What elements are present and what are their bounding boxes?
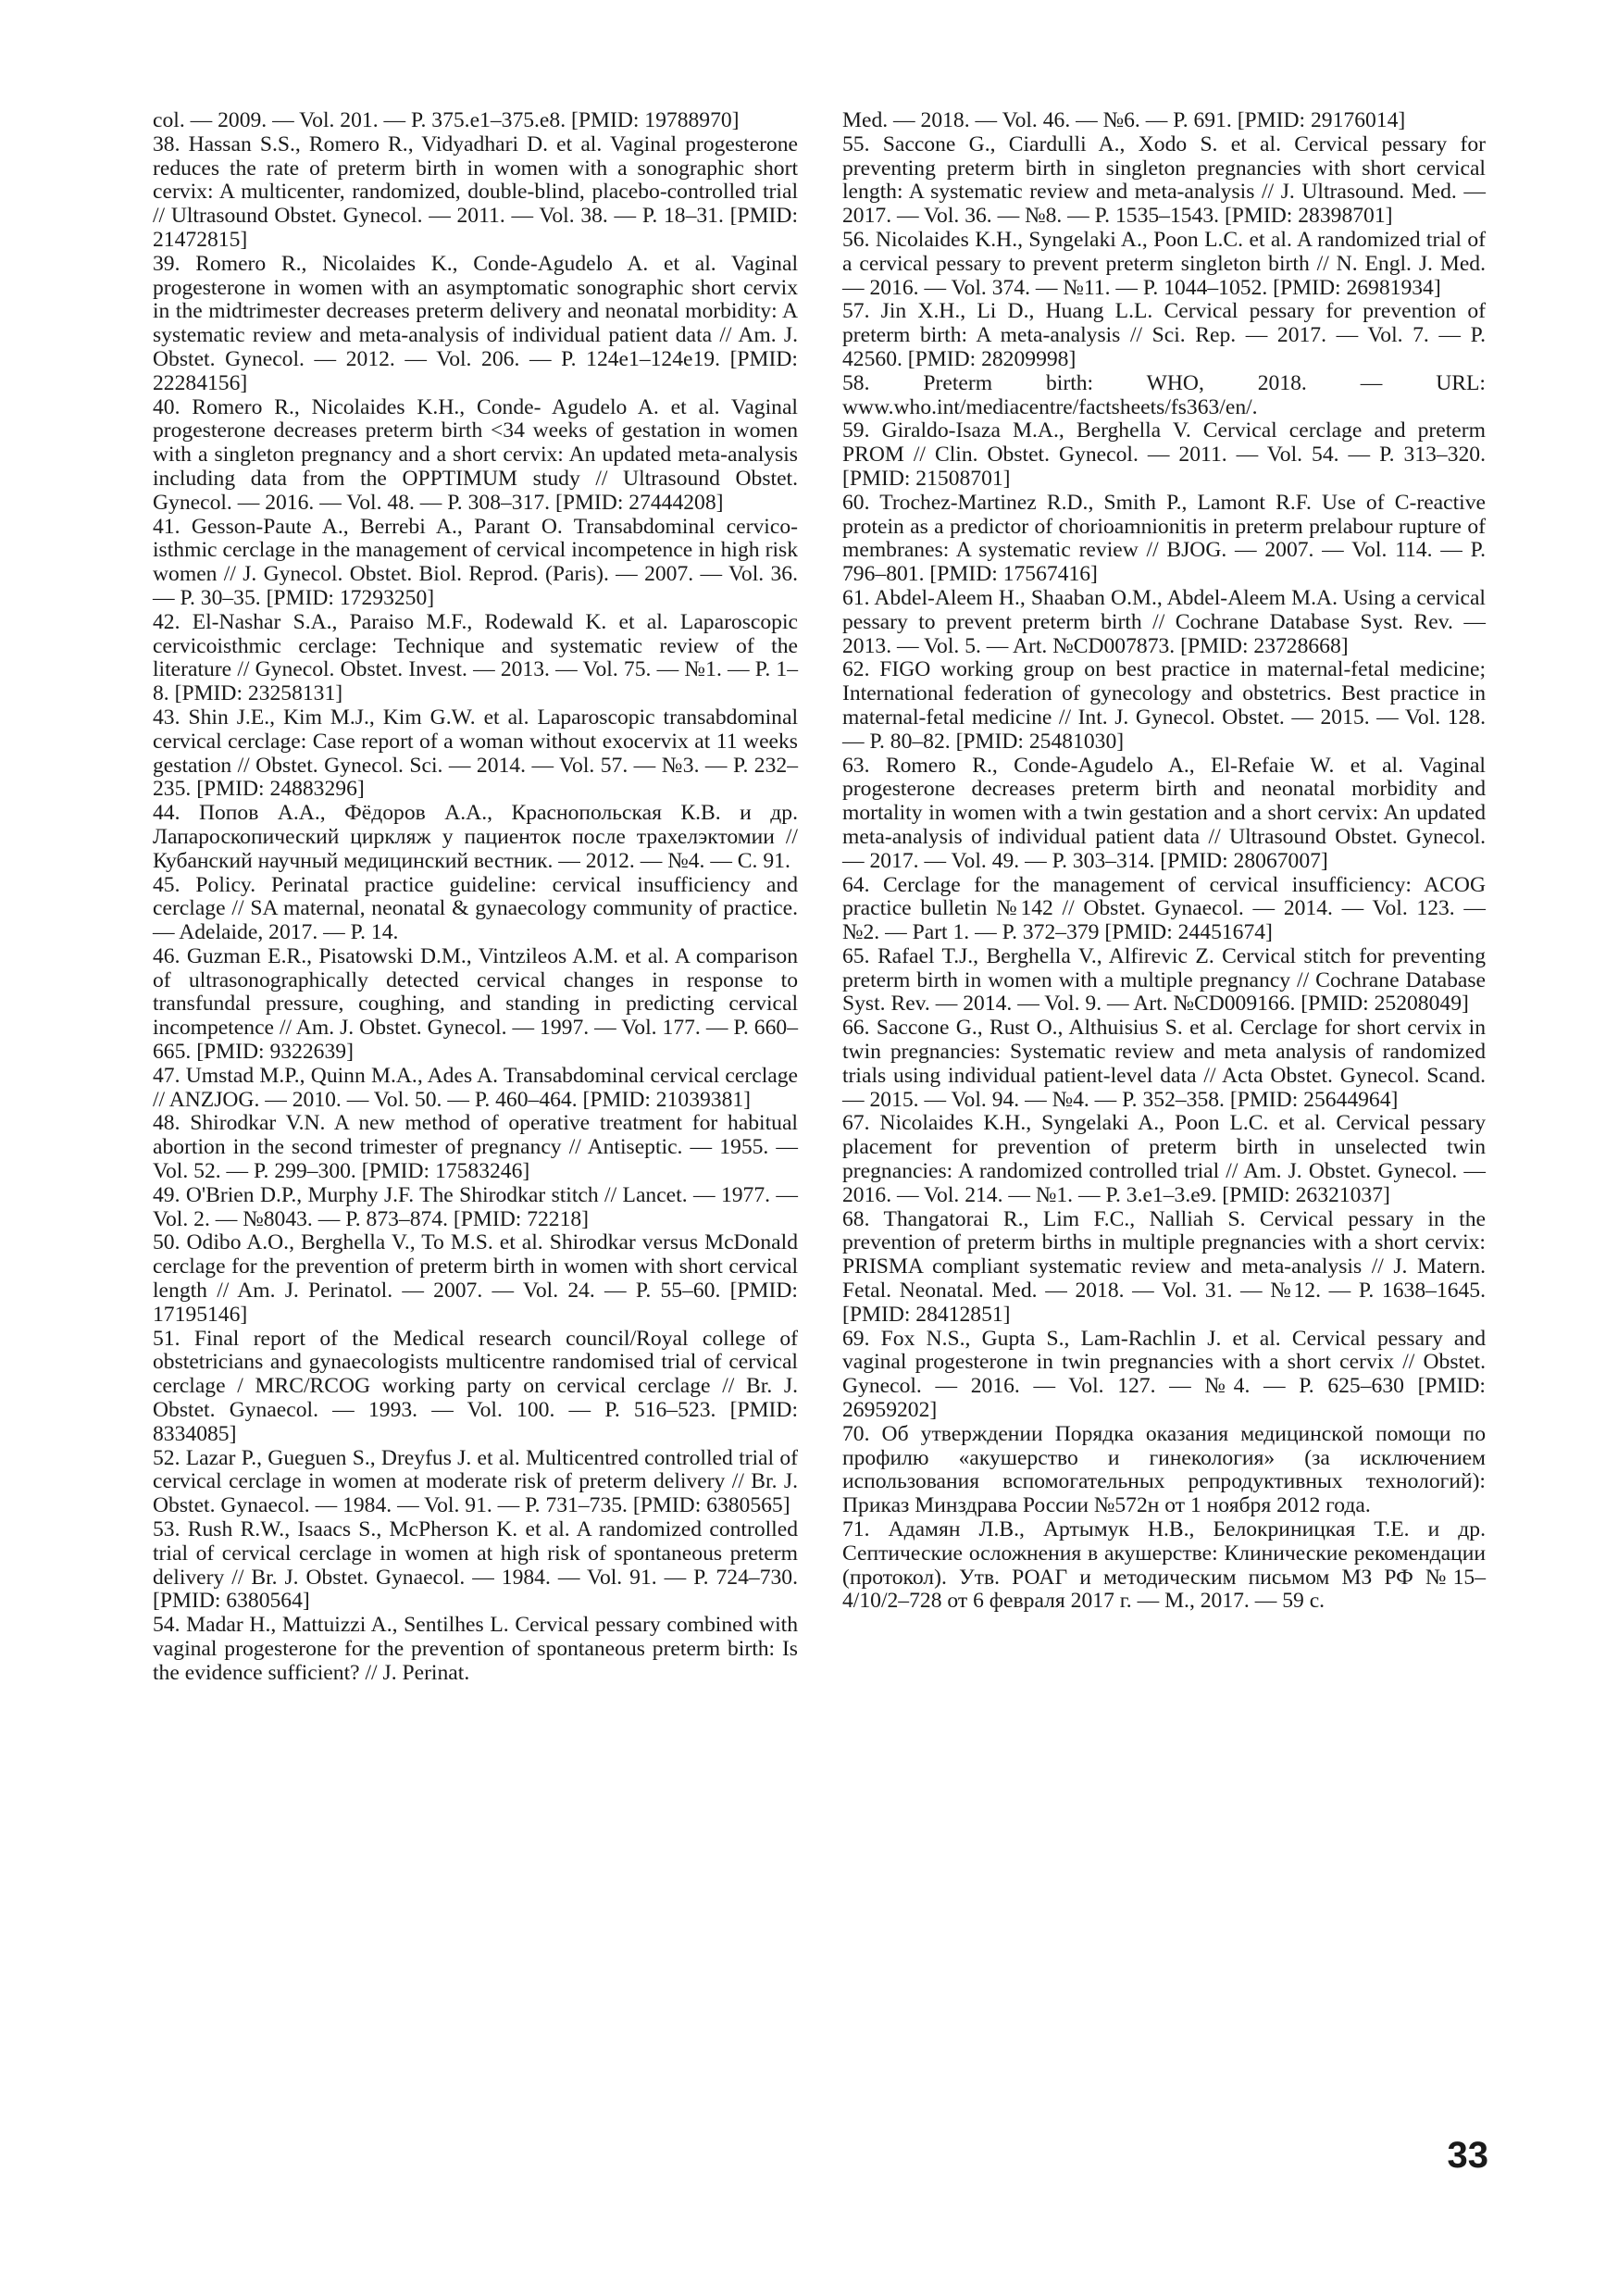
reference-item: 61. Abdel-Aleem H., Shaaban O.M., Abdel-Aleem M.A. Using a cervical pessary to prevent preterm birth // Cochrane Database Syst. Rev. — 2013. — Vol. 5. — Art. №CD007873. [PMID: 23728668] bbox=[842, 585, 1486, 658]
reference-item: 49. O'Brien D.P., Murphy J.F. The Shirodkar stitch // Lancet. — 1977. — Vol. 2. — №8043. — P. 873–874. [PMID: 72218] bbox=[153, 1182, 798, 1231]
reference-item: 65. Rafael T.J., Berghella V., Alfirevic Z. Cervical stitch for preventing preterm birth in women with a multiple pregnancy // Cochrane Database Syst. Rev. — 2014. — Vol. 9. — Art. №CD009166. [PMID: 25208049] bbox=[842, 943, 1486, 1017]
reference-item: 51. Final report of the Medical research council/Royal college of obstetricians and gynaecologists multicentre randomised trial of cervical cerclage / MRC/RCOG working party on cervical cerclage // Br. J. Obstet. Gynaecol. — 1993. — Vol. 100. — P. 516–523. [PMID: 8334085] bbox=[153, 1326, 798, 1446]
reference-item: 57. Jin X.H., Li D., Huang L.L. Cervical pessary for prevention of preterm birth: A meta-analysis // Sci. Rep. — 2017. — Vol. 7. — P. 42560. [PMID: 28209998] bbox=[842, 299, 1486, 371]
reference-item: 54. Madar H., Mattuizzi A., Sentilhes L. Cervical pessary combined with vaginal progesterone for the prevention of spontaneous preterm birth: Is the evidence sufficient? // J. Perinat. bbox=[153, 1613, 798, 1685]
reference-item: 45. Policy. Perinatal practice guideline: cervical insufficiency and cerclage // SA maternal, neonatal & gynaecology community of practice. — Adelaide, 2017. — P. 14. bbox=[153, 872, 798, 945]
reference-item: 68. Thangatorai R., Lim F.C., Nalliah S. Cervical pessary in the prevention of preterm births in multiple pregnancies with a short cervix: PRISMA compliant systematic review and meta-analysis // J. Matern. Fetal. Neonatal. Med. — 2018. — Vol. 31. — №12. — P. 1638–1645. [PMID: 28412851] bbox=[842, 1206, 1486, 1327]
reference-item: 40. Romero R., Nicolaides K.H., Conde- Agudelo A. et al. Vaginal progesterone decreases preterm birth <34 weeks of gestation in women with a singleton pregnancy and a short cervix: An updated meta-analysis including data from the OPPTIMUM study // Ultrasound Obstet. Gynecol. — 2016. — Vol. 48. — P. 308–317. [PMID: 27444208] bbox=[153, 394, 798, 515]
reference-item: 38. Hassan S.S., Romero R., Vidyadhari D. et al. Vaginal progesterone reduces the rate of preterm birth in women with a sonographic short cervix: A multicenter, randomized, double-blind, placebo-controlled trial // Ultrasound Obstet. Gynecol. — 2011. — Vol. 38. — P. 18–31. [PMID: 21472815] bbox=[153, 131, 798, 252]
references-left-column bbox=[153, 109, 798, 1686]
reference-item: 42. El-Nashar S.A., Paraiso M.F., Rodewald K. et al. Laparoscopic cervicoisthmic cerclage: Technique and systematic review of the literature // Gynecol. Obstet. Invest. — 2013. — Vol. 75. — №1. — P. 1–8. [PMID: 23258131] bbox=[153, 609, 798, 706]
reference-item: 63. Romero R., Conde-Agudelo A., El-Refaie W. et al. Vaginal progesterone decreases preterm birth and neonatal morbidity and mortality in women with a twin gestation and a short cervix: An updated meta-analysis of individual patient data // Ultrasound Obstet. Gynecol. — 2017. — Vol. 49. — P. 303–314. [PMID: 28067007] bbox=[842, 753, 1486, 873]
reference-item: 70. Об утверждении Порядка оказания медицинской помощи по профилю «акушерство и гинекология» (за исключением использования вспомогательных репродуктивных технологий): Приказ Минздрава России №572н от 1 ноября 2012 года. bbox=[842, 1421, 1486, 1518]
reference-item: 59. Giraldo-Isaza M.A., Berghella V. Cervical cerclage and preterm PROM // Clin. Obstet. Gynecol. — 2011. — Vol. 54. — P. 313–320. [PMID: 21508701] bbox=[842, 418, 1486, 491]
reference-item: 56. Nicolaides K.H., Syngelaki A., Poon L.C. et al. A randomized trial of a cervical pessary to prevent preterm singleton birth // N. Engl. J. Med. — 2016. — Vol. 374. — №11. — P. 1044–1052. [PMID: 26981934] bbox=[842, 227, 1486, 300]
reference-item: 48. Shirodkar V.N. A new method of operative treatment for habitual abortion in the second trimester of pregnancy // Antiseptic. — 1955. — Vol. 52. — P. 299–300. [PMID: 17583246] bbox=[153, 1111, 798, 1184]
reference-item: 60. Trochez-Martinez R.D., Smith P., Lamont R.F. Use of C-reactive protein as a predictor of chorioamnionitis in preterm prelabour rupture of membranes: A systematic review // BJOG. — 2007. — Vol. 114. — P. 796–801. [PMID: 17567416] bbox=[842, 490, 1486, 587]
reference-item: 64. Cerclage for the management of cervical insufficiency: ACOG practice bulletin №142 // Obstet. Gynaecol. — 2014. — Vol. 123. — №2. — Part 1. — P. 372–379 [PMID: 24451674] bbox=[842, 872, 1486, 945]
reference-item: 50. Odibo A.O., Berghella V., To M.S. et al. Shirodkar versus McDonald cerclage for the prevention of preterm birth in women with short cervical length // Am. J. Perinatol. — 2007. — Vol. 24. — P. 55–60. [PMID: 17195146] bbox=[153, 1230, 798, 1327]
reference-item: 55. Saccone G., Ciardulli A., Xodo S. et al. Cervical pessary for preventing preterm birth in singleton pregnancies with short cervical length: A systematic review and meta-analysis // J. Ultrasound. Med. — 2017. — Vol. 36. — №8. — P. 1535–1543. [PMID: 28398701] bbox=[842, 131, 1486, 229]
reference-item: 62. FIGO working group on best practice in maternal-fetal medicine; International federation of gynecology and obstetrics. Best practice in maternal-fetal medicine // Int. J. Gynecol. Obstet. — 2015. — Vol. 128. — P. 80–82. [PMID: 25481030] bbox=[842, 657, 1486, 754]
reference-item: 41. Gesson-Paute A., Berrebi A., Parant O. Transabdominal cervico-isthmic cerclage in the management of cervical incompetence in high risk women // J. Gynecol. Obstet. Biol. Reprod. (Paris). — 2007. — Vol. 36. — P. 30–35. [PMID: 17293250] bbox=[153, 514, 798, 610]
reference-item: 47. Umstad M.P., Quinn M.A., Ades A. Transabdominal cervical cerclage // ANZJOG. — 2010. — Vol. 50. — P. 460–464. [PMID: 21039381] bbox=[153, 1063, 798, 1112]
reference-item: 46. Guzman E.R., Pisatowski D.M., Vintzileos A.M. et al. A comparison of ultrasonographically detected cervical changes in response to transfundal pressure, coughing, and standing in predicting cervical incompetence // Am. J. Obstet. Gynecol. — 1997. — Vol. 177. — P. 660–665. [PMID: 9322639] bbox=[153, 943, 798, 1065]
reference-item: 44. Попов А.А., Фёдоров А.А., Краснопольская К.В. и др. Лапароскопический циркляж у пациенток после трахелэктомии // Кубанский научный медицинский вестник. — 2012. — №4. — С. 91. bbox=[153, 801, 798, 873]
reference-item: 39. Romero R., Nicolaides K., Conde-Agudelo A. et al. Vaginal progesterone in women with an asymptomatic sonographic short cervix in the midtrimester decreases preterm delivery and neonatal morbidity: A systematic review and meta-analysis of individual patient data // Am. J. Obstet. Gynecol. — 2012. — Vol. 206. — P. 124e1–124e19. [PMID: 22284156] bbox=[153, 251, 798, 395]
reference-item: 71. Адамян Л.В., Артымук Н.В., Белокриницкая Т.Е. и др. Септические осложнения в акушерстве: Клинические рекомендации (протокол). Утв. РОАГ и методическим письмом МЗ РФ №15–4/10/2–728 от 6 февраля 2017 г. — М., 2017. — 59 с. bbox=[842, 1517, 1486, 1614]
reference-item: 52. Lazar P., Gueguen S., Dreyfus J. et al. Multicentred controlled trial of cervical cerclage in women at moderate risk of preterm delivery // Br. J. Obstet. Gynaecol. — 1984. — Vol. 91. — P. 731–735. [PMID: 6380565] bbox=[153, 1445, 798, 1518]
reference-item: 53. Rush R.W., Isaacs S., McPherson K. et al. A randomized controlled trial of cervical cerclage in women at high risk of spontaneous preterm delivery // Br. J. Obstet. Gynaecol. — 1984. — Vol. 91. — P. 724–730. [PMID: 6380564] bbox=[153, 1517, 798, 1614]
reference-item: col. — 2009. — Vol. 201. — P. 375.e1–375.e8. [PMID: 19788970] bbox=[153, 108, 740, 132]
reference-item: 43. Shin J.E., Kim M.J., Kim G.W. et al. Laparoscopic transabdominal cervical cerclage: Case report of a woman without exocervix at 11 weeks gestation // Obstet. Gynecol. Sci. — 2014. — Vol. 57. — №3. — P. 232–235. [PMID: 24883296] bbox=[153, 705, 798, 802]
reference-item: 69. Fox N.S., Gupta S., Lam-Rachlin J. et al. Cervical pessary and vaginal progesterone in twin pregnancies with a short cervix // Obstet. Gynecol. — 2016. — Vol. 127. — №4. — P. 625–630 [PMID: 26959202] bbox=[842, 1326, 1486, 1423]
reference-item: 66. Saccone G., Rust O., Althuisius S. et al. Cerclage for short cervix in twin pregnancies: Systematic review and meta analysis of randomized trials using individual patient-level data // Acta Obstet. Gynecol. Scand. — 2015. — Vol. 94. — №4. — P. 352–358. [PMID: 25644964] bbox=[842, 1016, 1486, 1112]
reference-item: 67. Nicolaides K.H., Syngelaki A., Poon L.C. et al. Cervical pessary placement for prevention of preterm birth in unselected twin pregnancies: A randomized controlled trial // Am. J. Obstet. Gynecol. — 2016. — Vol. 214. — №1. — P. 3.e1–3.e9. [PMID: 26321037] bbox=[842, 1111, 1486, 1207]
reference-item: Med. — 2018. — Vol. 46. — №6. — P. 691. [PMID: 29176014] bbox=[842, 108, 1406, 132]
page-number: 33 bbox=[1447, 2135, 1488, 2176]
references-right-column bbox=[842, 109, 1486, 1614]
reference-item: 58. Preterm birth: WHO, 2018. — URL: www.who.int/mediacentre/factsheets/fs363/en/. bbox=[842, 370, 1486, 419]
